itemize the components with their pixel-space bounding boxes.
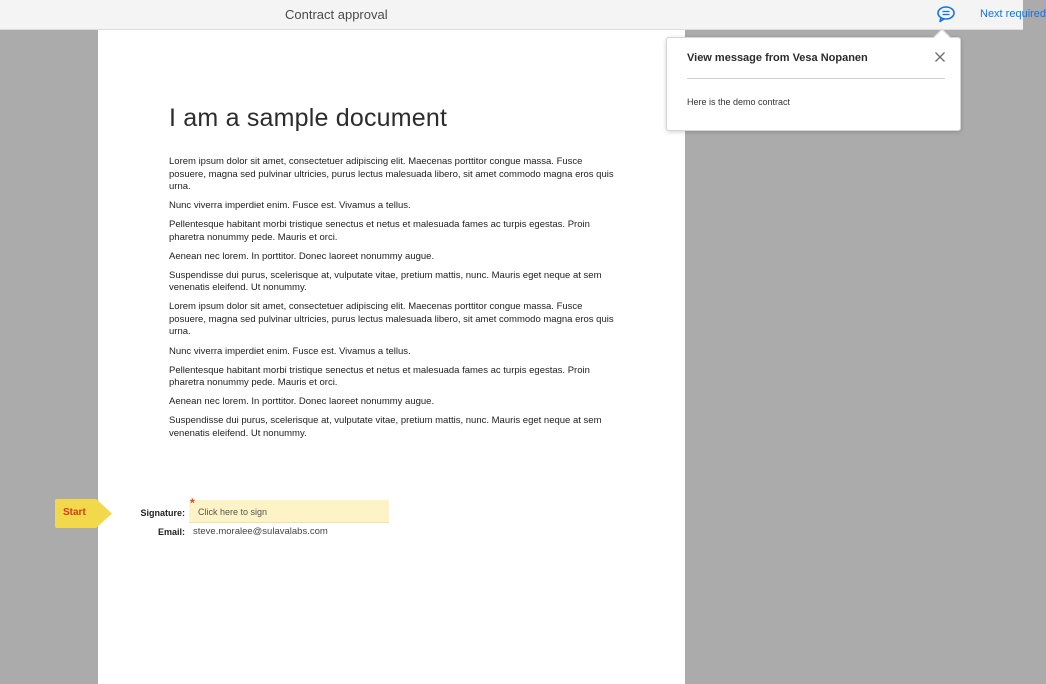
document-body: [169, 156, 619, 447]
popover-divider: [687, 78, 945, 79]
paragraph: Pellentesque habitant morbi tristique senectus et netus et malesuada fames ac turpis egestas. Proin pharetra nonummy pede. Mauris et orci.: [169, 364, 590, 389]
top-bar: [0, 0, 1046, 30]
paragraph: Aenean nec lorem. In porttitor. Donec laoreet nonummy augue.: [169, 250, 435, 262]
popover-message: Here is the demo contract: [687, 97, 791, 107]
paragraph: Aenean nec lorem. In porttitor. Donec laoreet nonummy augue.: [169, 396, 435, 408]
paragraph: Pellentesque habitant morbi tristique senectus et netus et malesuada fames ac turpis egestas. Proin pharetra nonummy pede. Mauris et orci.: [169, 219, 590, 243]
start-label: Start: [63, 507, 86, 518]
signature-placeholder: Click here to sign: [198, 507, 268, 517]
document-page: [98, 30, 685, 684]
paragraph: Nunc viverra imperdiet enim. Fusce est. Vivamus a tellus.: [169, 200, 411, 212]
next-required-link[interactable]: Next required: [980, 8, 1046, 20]
required-marker: *: [190, 496, 195, 510]
agreement-title: Contract approval: [285, 7, 388, 22]
start-button[interactable]: [55, 499, 112, 528]
email-value: steve.moralee@sulavalabs.com: [193, 526, 328, 537]
message-popover: [666, 37, 961, 131]
paragraph: Suspendisse dui purus, scelerisque at, vulputate vitae, pretium mattis, nunc. Mauris eget neque at sem venenatis eleifend. Ut nonummy.: [169, 269, 602, 294]
paragraph: Lorem ipsum dolor sit amet, consectetuer adipiscing elit. Maecenas porttitor congue massa. Fusce posuere, magna sed pulvinar ultricies, purus lectus malesuada libero, sit amet commodo magna eros quis urna.: [169, 156, 614, 192]
paragraph: Lorem ipsum dolor sit amet, consectetuer adipiscing elit. Maecenas porttitor congue massa. Fusce posuere, magna sed pulvinar ultricies, purus lectus malesuada libero, sit amet commodo magna eros quis urna.: [169, 301, 614, 338]
popover-heading: View message from Vesa Nopanen: [687, 52, 868, 64]
email-label: Email:: [157, 527, 185, 537]
popover-arrow: [934, 29, 951, 46]
paragraph: Suspendisse dui purus, scelerisque at, vulputate vitae, pretium mattis, nunc. Mauris eget neque at sem venenatis eleifend. Ut nonummy.: [169, 415, 602, 439]
close-icon[interactable]: [932, 49, 948, 65]
document-title: I am a sample document: [169, 104, 448, 132]
chat-bubble-icon[interactable]: [936, 5, 956, 23]
signature-field[interactable]: [189, 496, 389, 523]
paragraph: Nunc viverra imperdiet enim. Fusce est. Vivamus a tellus.: [169, 345, 411, 357]
signature-label: Signature:: [140, 508, 185, 518]
